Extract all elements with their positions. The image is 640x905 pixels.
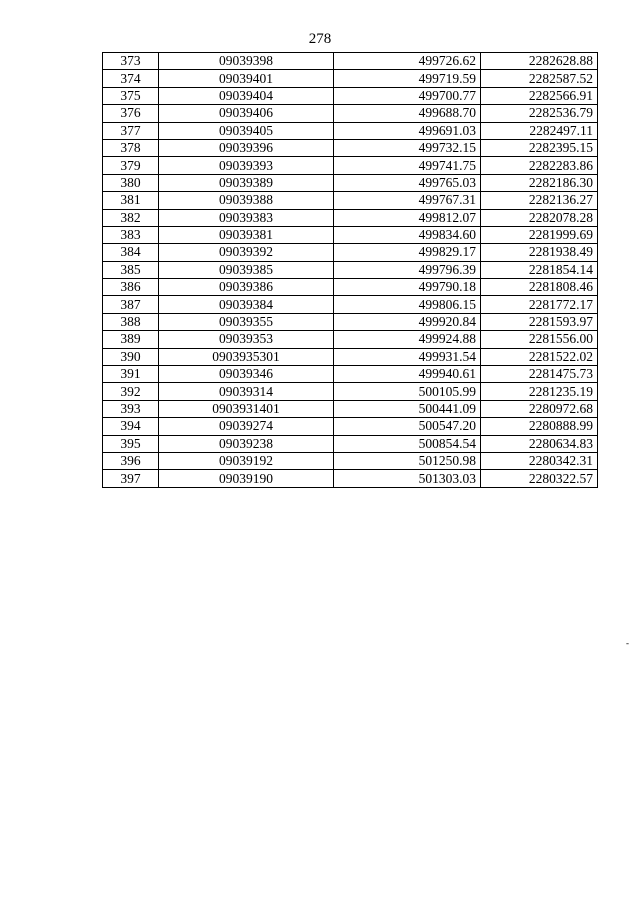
row-number-cell: 390 <box>103 348 159 365</box>
point-code-cell: 09039314 <box>159 383 334 400</box>
table-row <box>103 192 598 209</box>
x-coordinate-cell: 500547.20 <box>334 418 481 435</box>
row-number-cell: 378 <box>103 139 159 156</box>
point-code-cell: 09039405 <box>159 122 334 139</box>
y-coordinate-cell: 2280634.83 <box>481 435 598 452</box>
x-coordinate-cell: 499940.61 <box>334 366 481 383</box>
edge-mark: - <box>626 638 629 648</box>
x-coordinate-cell: 499829.17 <box>334 244 481 261</box>
table-row <box>103 139 598 156</box>
x-coordinate-cell: 499741.75 <box>334 157 481 174</box>
table-row <box>103 87 598 104</box>
y-coordinate-cell: 2282186.30 <box>481 174 598 191</box>
x-coordinate-cell: 501250.98 <box>334 452 481 469</box>
table-row <box>103 470 598 487</box>
point-code-cell: 09039398 <box>159 53 334 70</box>
x-coordinate-cell: 499700.77 <box>334 87 481 104</box>
row-number-cell: 395 <box>103 435 159 452</box>
y-coordinate-cell: 2282628.88 <box>481 53 598 70</box>
table-row <box>103 296 598 313</box>
x-coordinate-cell: 499796.39 <box>334 261 481 278</box>
table-row <box>103 313 598 330</box>
row-number-cell: 392 <box>103 383 159 400</box>
row-number-cell: 382 <box>103 209 159 226</box>
row-number-cell: 377 <box>103 122 159 139</box>
table-row <box>103 70 598 87</box>
x-coordinate-cell: 499765.03 <box>334 174 481 191</box>
row-number-cell: 388 <box>103 313 159 330</box>
table-row <box>103 226 598 243</box>
coordinates-table-body <box>103 53 598 488</box>
x-coordinate-cell: 499688.70 <box>334 105 481 122</box>
row-number-cell: 375 <box>103 87 159 104</box>
row-number-cell: 379 <box>103 157 159 174</box>
point-code-cell: 09039353 <box>159 331 334 348</box>
table-row <box>103 348 598 365</box>
point-code-cell: 09039393 <box>159 157 334 174</box>
y-coordinate-cell: 2281808.46 <box>481 279 598 296</box>
x-coordinate-cell: 499767.31 <box>334 192 481 209</box>
row-number-cell: 397 <box>103 470 159 487</box>
point-code-cell: 0903931401 <box>159 400 334 417</box>
page-number: 278 <box>308 31 332 47</box>
table-row <box>103 400 598 417</box>
x-coordinate-cell: 499812.07 <box>334 209 481 226</box>
point-code-cell: 09039355 <box>159 313 334 330</box>
point-code-cell: 09039388 <box>159 192 334 209</box>
x-coordinate-cell: 499790.18 <box>334 279 481 296</box>
y-coordinate-cell: 2280342.31 <box>481 452 598 469</box>
point-code-cell: 09039385 <box>159 261 334 278</box>
y-coordinate-cell: 2281522.02 <box>481 348 598 365</box>
table-row <box>103 383 598 400</box>
table-row <box>103 418 598 435</box>
row-number-cell: 391 <box>103 366 159 383</box>
row-number-cell: 384 <box>103 244 159 261</box>
point-code-cell: 09039392 <box>159 244 334 261</box>
table-row <box>103 122 598 139</box>
row-number-cell: 394 <box>103 418 159 435</box>
point-code-cell: 09039404 <box>159 87 334 104</box>
point-code-cell: 09039384 <box>159 296 334 313</box>
point-code-cell: 09039401 <box>159 70 334 87</box>
x-coordinate-cell: 499726.62 <box>334 53 481 70</box>
point-code-cell: 09039396 <box>159 139 334 156</box>
y-coordinate-cell: 2282078.28 <box>481 209 598 226</box>
y-coordinate-cell: 2281475.73 <box>481 366 598 383</box>
table-row <box>103 244 598 261</box>
point-code-cell: 09039274 <box>159 418 334 435</box>
y-coordinate-cell: 2282136.27 <box>481 192 598 209</box>
point-code-cell: 09039238 <box>159 435 334 452</box>
point-code-cell: 09039383 <box>159 209 334 226</box>
row-number-cell: 396 <box>103 452 159 469</box>
y-coordinate-cell: 2282536.79 <box>481 105 598 122</box>
x-coordinate-cell: 500441.09 <box>334 400 481 417</box>
x-coordinate-cell: 499920.84 <box>334 313 481 330</box>
row-number-cell: 386 <box>103 279 159 296</box>
row-number-cell: 389 <box>103 331 159 348</box>
x-coordinate-cell: 499719.59 <box>334 70 481 87</box>
point-code-cell: 09039386 <box>159 279 334 296</box>
table-row <box>103 209 598 226</box>
y-coordinate-cell: 2281772.17 <box>481 296 598 313</box>
point-code-cell: 09039346 <box>159 366 334 383</box>
row-number-cell: 393 <box>103 400 159 417</box>
row-number-cell: 385 <box>103 261 159 278</box>
row-number-cell: 374 <box>103 70 159 87</box>
table-row <box>103 174 598 191</box>
row-number-cell: 383 <box>103 226 159 243</box>
point-code-cell: 09039192 <box>159 452 334 469</box>
point-code-cell: 09039389 <box>159 174 334 191</box>
row-number-cell: 373 <box>103 53 159 70</box>
table-row <box>103 435 598 452</box>
x-coordinate-cell: 500854.54 <box>334 435 481 452</box>
x-coordinate-cell: 499931.54 <box>334 348 481 365</box>
x-coordinate-cell: 501303.03 <box>334 470 481 487</box>
point-code-cell: 09039190 <box>159 470 334 487</box>
table-row <box>103 366 598 383</box>
point-code-cell: 09039381 <box>159 226 334 243</box>
y-coordinate-cell: 2282587.52 <box>481 70 598 87</box>
coordinates-table <box>102 52 598 488</box>
y-coordinate-cell: 2280322.57 <box>481 470 598 487</box>
x-coordinate-cell: 499691.03 <box>334 122 481 139</box>
row-number-cell: 387 <box>103 296 159 313</box>
point-code-cell: 0903935301 <box>159 348 334 365</box>
x-coordinate-cell: 500105.99 <box>334 383 481 400</box>
y-coordinate-cell: 2280972.68 <box>481 400 598 417</box>
x-coordinate-cell: 499732.15 <box>334 139 481 156</box>
y-coordinate-cell: 2282566.91 <box>481 87 598 104</box>
table-row <box>103 261 598 278</box>
table-row <box>103 452 598 469</box>
table-row <box>103 157 598 174</box>
y-coordinate-cell: 2281556.00 <box>481 331 598 348</box>
y-coordinate-cell: 2281235.19 <box>481 383 598 400</box>
x-coordinate-cell: 499924.88 <box>334 331 481 348</box>
y-coordinate-cell: 2282497.11 <box>481 122 598 139</box>
table-row <box>103 331 598 348</box>
y-coordinate-cell: 2280888.99 <box>481 418 598 435</box>
y-coordinate-cell: 2282395.15 <box>481 139 598 156</box>
x-coordinate-cell: 499834.60 <box>334 226 481 243</box>
point-code-cell: 09039406 <box>159 105 334 122</box>
row-number-cell: 376 <box>103 105 159 122</box>
y-coordinate-cell: 2281938.49 <box>481 244 598 261</box>
x-coordinate-cell: 499806.15 <box>334 296 481 313</box>
y-coordinate-cell: 2281999.69 <box>481 226 598 243</box>
table-row <box>103 53 598 70</box>
y-coordinate-cell: 2282283.86 <box>481 157 598 174</box>
y-coordinate-cell: 2281854.14 <box>481 261 598 278</box>
y-coordinate-cell: 2281593.97 <box>481 313 598 330</box>
table-row <box>103 279 598 296</box>
table-row <box>103 105 598 122</box>
row-number-cell: 381 <box>103 192 159 209</box>
row-number-cell: 380 <box>103 174 159 191</box>
